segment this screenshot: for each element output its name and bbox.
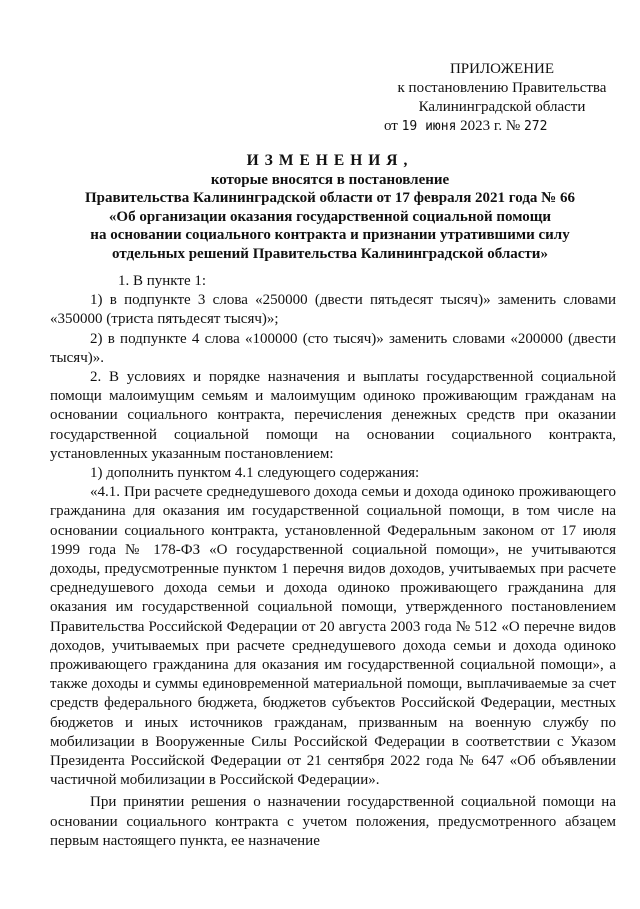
heading-line-3: «Об организации оказания государственной социальной помощи xyxy=(108,208,552,225)
document-number: 272 xyxy=(523,119,548,134)
paragraph-subitem-2: 2) в подпункте 4 слова «100000 (сто тысяч)» заменить словами «200000 (двести тысяч)». xyxy=(50,330,616,366)
paragraph-subitem-add: 1) дополнить пунктом 4.1 следующего содержания: xyxy=(90,465,420,482)
annex-date-line xyxy=(384,117,620,136)
annex-block xyxy=(384,60,620,136)
heading-line-1: которые вносятся в постановление xyxy=(210,171,450,188)
annex-label: ПРИЛОЖЕНИЕ xyxy=(449,61,555,77)
paragraph-item-1: 1. В пункте 1: xyxy=(118,273,207,289)
paragraph-decision: При принятии решения о назначении государственной социальной помощи на основании социального контракта с учетом положения, предусмотренного абзацем первым настоящего пункта, ее назначение xyxy=(50,794,616,849)
paragraph-quote-4-1: «4.1. При расчете среднедушевого дохода семьи и дохода одиноко проживающего гражданина для оказания им государственной социальной помощи, в том числе на основании социального контракта, установленной Федеральным законом от 17 июля 1999 года № 178-ФЗ «О государственной социальной помощи», не учитываются доходы, предусмотренные пунктом 1 перечня видов доходов, учитываемых при расчете среднедушевого дохода семьи и дохода одиноко проживающего гражданина для оказания им государственной социальной помощи, утвержденного постановлением Правительства Российской Федерации от 20 августа 2003 года № 512 «О перечне видов доходов, учитываемых при расчете среднедушевого дохода семьи и дохода одиноко проживающего гражданина для оказания им государственной социальной помощи», а также доходы и суммы единовременной материальной помощи, выплачиваемые за счет средств федерального бюджета, бюджетов субъектов Российской Федерации, местных бюджетов и иных источников гражданам, призванным на военную службу по мобилизации в Вооруженные Силы Российской Федерации в соответствии с Указом Президента Российской Федерации от 21 сентября 2022 года № 647 «Об объявлении частичной мобилизации в Российской Федерации». xyxy=(50,484,616,789)
heading-line-4: на основании социального контракта и признании утратившими силу xyxy=(90,227,570,244)
date-year: 2023 г. № xyxy=(460,118,521,134)
heading-line-5: отдельных решений Правительства Калининградской области» xyxy=(112,245,548,262)
heading-line-2: Правительства Калининградской области от 17 февраля 2021 года № 66 xyxy=(85,190,575,207)
paragraph-item-2: 2. В условиях и порядке назначения и выплаты государственной социальной помощи малоимущим семьям и малоимущим одиноко проживающим гражданам на основании социального контракта, перечисления денежных средств при оказании государственной социальной помощи на основании социального контракта, установленных указанным постановлением: xyxy=(50,369,616,462)
document-heading xyxy=(50,152,610,264)
date-day-month: 19 июня xyxy=(401,119,457,134)
document-body xyxy=(50,272,616,851)
heading-title: ИЗМЕНЕНИЯ, xyxy=(246,152,414,169)
date-prefix: от xyxy=(384,118,398,134)
annex-line-1: к постановлению Правительства xyxy=(397,80,607,96)
annex-line-2: Калининградской области xyxy=(418,99,586,115)
paragraph-subitem-1: 1) в подпункте 3 слова «250000 (двести пятьдесят тысяч)» заменить словами «350000 (триста пятьдесят тысяч)»; xyxy=(50,292,616,328)
